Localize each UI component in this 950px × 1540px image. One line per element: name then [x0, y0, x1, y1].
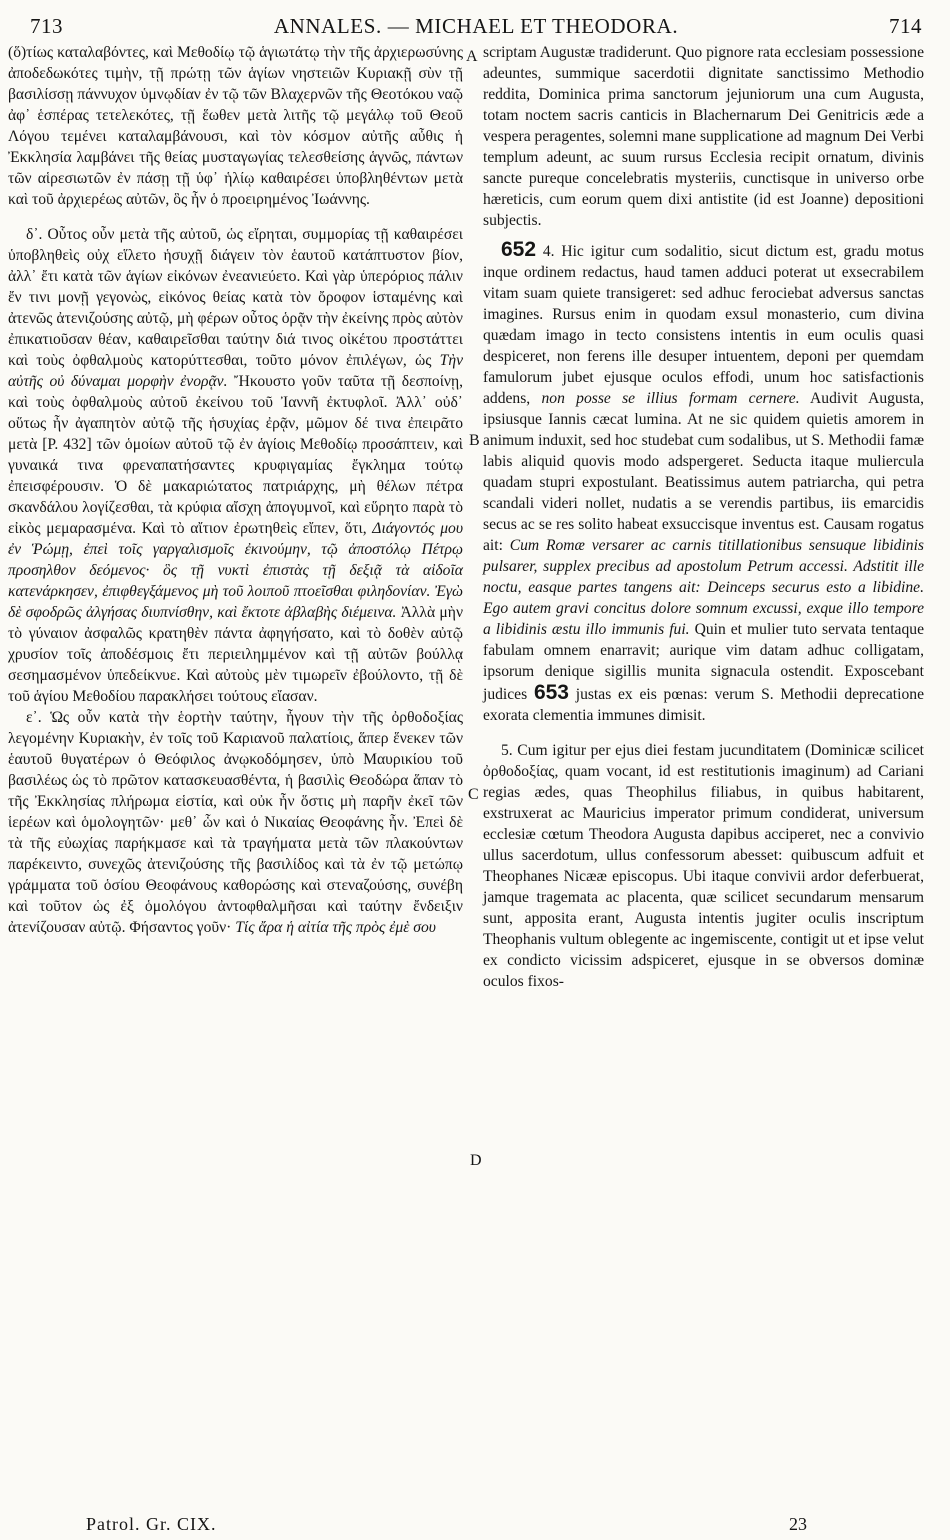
running-header	[30, 8, 922, 42]
latin-italic-quote: Cum Romæ versarer ac carnis titillationibus sensuque libidinis pulsarer, supplex precibus ad apostolum Petrum accessi. Adstitit ille noctu, easque partes tangens ait: Deinceps securus esto a libidine. Ego autem gravi concitus dolore somnum excussi, exque illo tempore a libidinis æstu illo immunis fui.	[483, 537, 924, 638]
greek-paragraph-2	[8, 224, 463, 707]
greek-italic-quote: Διάγοντός μου ἐν Ῥώμῃ, ἐπεὶ τοῖς γαργαλισμοῖς ἐκινούμην, τῷ ἀποστόλῳ Πέτρῳ προσηλθον δεόμενος· ὃς τῇ νυκτὶ ἐπιστὰς τῇ δεξιᾷ τὰ αἰδοῖα κατενάρκησεν, ἐπιφθεγξάμενος μὴ τοῦ λοιποῦ πτοεῖσθαι φιληδονίαν. Ἐγὼ δὲ σφοδρῶς ἀλγήσας διυπνίσθην, καὶ ἔκτοτε ἀβλαβὴς διέμεινα.	[8, 520, 463, 621]
greek-paragraph-1	[8, 42, 463, 210]
latin-text: Audivit Augusta, ipsiusque Iannis cæcat lumina. At ne sic quidem quietis amorem in animum induxit, sed hoc studebat cum sodalibus, ut S. Methodii famæ labis aliquid quovis modo adspergeret. Seducta itaque muliercula quadam stupri expostulant. Beatissimus autem patriarcha, qui petra scandali videri nollet, nudatis a se verendis partibus, iis emarcidis secus ac se res solito habeat exsuccisque inventus est. Causam rogatus ait:	[483, 390, 924, 554]
footer-signature: 23	[789, 1514, 807, 1534]
margin-marker-d: D	[470, 1152, 482, 1169]
latin-column	[483, 42, 924, 1490]
latin-paragraph-2	[483, 239, 924, 726]
latin-text: 5. Cum igitur per ejus diei festam jucunditatem (Dominicæ scilicet ὀρθοδοξίας, quam vocant, id est restitutionis imaginum) ad Cariani regias ædes, quas Theophilus filiabus, in quibus habitarent, exstruxerat ac Mauricius imperator primum condiderat, universum ecclesiæ cœtum Theodora Augusta dapibus acciperet, nec a convivio ullus sacerdotum, ullus confessorum abesset: quibuscum adfuit et Theophanes Nicææ episcopus. Ubi itaque convivii ardor deferbuerat, jamque tragemata ac placenta, quæ scilicet secundarum mensarum sunt, apposita erant, Augusta intentis jugiter oculis inscriptum Theophanis vultum oblegente ac ingemiscente, contigit ut et ipse velut ex condicto vicissim adspiceret, ejusque in se obversos dominæ oculos fixos-	[483, 742, 924, 990]
latin-text: 4. Hic igitur cum sodalitio, sicut dictum est, gradu motus inque ordinem redactus, haud tamen adduci poterat ut exsecrabilem vitam suam quiete transigeret: sed adhuc ferociebat adversus sanctas imagines. Rursus enim in quodam exsul monasterio, cum divina quædam imago in tecto consistens intentis in eum oculis quasi despiceret, non ferens ille desuper intuentem, deponi per quemdam famulorum jubet ejusque oculos effodi, unum hoc satisfactionis addens,	[483, 243, 924, 407]
greek-paragraph-3	[8, 707, 463, 938]
greek-column	[8, 42, 463, 1490]
page-number-right: 714	[889, 14, 922, 38]
greek-text: (ὅ)τίως καταλαβόντες, καὶ Μεθοδίῳ τῷ ἁγιωτάτῳ τὴν τῆς ἀρχιερωσύνης ἀποδεδωκότες τιμὴν, τῇ πρώτῃ τῶν ἁγίων νηστειῶν Κυριακῇ σὺν τῇ βασιλίσσῃ πάννυχον ὑμνῳδίαν ἐν τῷ τῶν Βλαχερνῶν τῆς Θεοτόκου ναῷ ἀφ᾽ ἑσπέρας τετελεκότες, τῇ ἕωθεν μετὰ λιτῆς τῷ μεγάλῳ τοῦ Θεοῦ Λόγου τεμένει καταλαμβάνουσι, καὶ τὸν κόσμον αὐτῆς αὖθις ἡ Ἐκκλησία λαμβάνει τῆς θείας μυσταγωγίας τελεσθείσης ἁγνῶς, πάντων τῶν αἱρεσιωτῶν ἐν πάσῃ τῇ ὑφ᾽ ἡλίῳ καθαιρέσει ὑποβληθέντων μετὰ καὶ τοῦ ἀρχιερέως αὐτῶν, ὃς ἦν ὁ προειρημένος Ἰωάννης.	[8, 44, 463, 208]
greek-text: ε᾽. Ὡς οὖν κατὰ τὴν ἑορτὴν ταύτην, ἦγουν τὴν τῆς ὀρθοδοξίας λεγομένην Κυριακὴν, ἐν τοῖς τοῦ Καριανοῦ παλατίοις, ἅπερ ἕνεκεν τῶν ἑαυτοῦ θυγατέρων ὁ Θεόφιλος ἀνῳκοδόμησεν, ὑπὸ Μαυρικίου τοῦ βασιλέως ὡς τὸ πρῶτον κατασκευασθέντα, ἡ βασιλὶς Θεοδώρα ἅπαν τὸ τῆς Ἐκκλησίας πλήρωμα εἱστία, καὶ οὐκ ἦν ὅστις μὴ παρῆν ἐκεῖ τῶν ἱερέων καὶ ὁμολογητῶν· μεθ᾽ ὧν καὶ ὁ Νικαίας Θεοφάνης ἦν. Ἐπεὶ δὲ τὰ τῆς εὐωχίας παρήκμασε καὶ τὰ τραγήματα μετὰ τῶν πλακούντων παρέκειντο, συνεχῶς ἀτενιζούσης τῆς βασιλίδος καὶ τὰ ἐν τῷ μετώπῳ γράμματα τοῦ ὁσίου Θεοφάνους καθορώσης καὶ στεναζούσης, συνέβη καὶ τοῦτον ὡς ἐξ ὁμολόγου ἀντοφθαλμῆσαι καὶ ταύτην ἔνδειξιν ἀτενίζουσαν αὐτῷ. Φήσαντος γοῦν·	[8, 709, 463, 936]
greek-italic-quote: Τίς ἄρα ἡ αἰτία τῆς πρὸς ἐμὲ σου	[235, 919, 436, 936]
margin-marker-a: A	[466, 48, 478, 65]
page-number-left: 713	[30, 14, 63, 38]
latin-paragraph-3	[483, 740, 924, 992]
margin-marker-c: C	[468, 786, 479, 803]
latin-italic-quote: non posse se illius formam cernere.	[541, 390, 800, 407]
greek-text: δ᾽. Οὗτος οὖν μετὰ τῆς αὐτοῦ, ὡς εἴρηται, συμμορίας τῇ καθαιρέσει ὑποβληθεὶς οὐχ εἵλετο ἡσυχῇ διάγειν τὸν ἑαυτοῦ κατάπτυστον βίον, ἀλλ᾽ ἔτι κατὰ τῶν ἁγίων εἰκόνων ἐνεανιεύετο. Καὶ γὰρ ὑπερόριος πάλιν ἔν τινι μονῇ γεγονὼς, εἰκόνος θείας κατὰ τὸν ὄροφον ἱσταμένης καὶ ἀτενῶς ἀτενιζούσης αὐτῷ, μὴ φέρων οὗτος ὁρᾷν τὴν ἐκείνης πρὸς αὐτὸν ἐπικατιοῦσαν θέαν, καθαιρεῖσθαι ταύτην διά τινος οἰκέτου προστάττει καὶ τοὺς ὀφθαλμοὺς κατορύττεσθαι, τοῦτο μόνον ἐπιλέγων, ὡς	[8, 226, 463, 369]
latin-text: justas ex eis pœnas: verum S. Methodii deprecatione exorata clementia immunes dimisit.	[483, 686, 924, 724]
greek-text: Ἤκουστο γοῦν ταῦτα τῇ δεσποίνῃ, καὶ τοὺς ὀφθαλμοὺς αὐτοῦ ἐκείνου τοῦ Ἰαννῆ ἐκτυφλοῖ. Ἀλλ᾽ οὐδ᾽ οὕτως ἦν ἀγαπητὸν αὐτῷ τῆς ἡσυχίας ἐρᾷν, μῶμον δέ τινα ἐπειρᾶτο μετὰ [P. 432] τῶν ὁμοίων αὐτοῦ τῷ ἐν ἁγίοις Μεθοδίῳ προσάπτειν, καὶ γυναικά τινα φρεναπατήσαντες κρυφιγαμίας ἔγκλημα τούτῳ ἐπεισφέρουσιν. Ὁ δὲ μακαριώτατος πατριάρχης, μὴ θέλων πέτρα σκανδάλου λογίζεσθαι, τὰ κρύφια αἴσχη ἀπογυμνοῖ, καὶ εὕρητο παρὰ τὸ εἰκὸς μεμαρασμένα. Καὶ τὸ αἴτιον ἐρωτηθεὶς εἴπεν, ὅτι,	[8, 373, 464, 537]
running-title: ANNALES. — MICHAEL ET THEODORA.	[273, 14, 679, 38]
margin-marker-b: B	[469, 432, 480, 449]
greek-italic-quote: Τὴν αὐτῆς οὐ δύναμαι μορφὴν ἐνορᾷν.	[8, 352, 463, 390]
latin-paragraph-1	[483, 42, 924, 231]
latin-text: scriptam Augustæ tradiderunt. Quo pignore rata ecclesiam possessione adeuntes, summique sacerdotii dignitate sanctissimo Methodio reddita, Dominica prima sanctorum jejuniorum una cum Augusta, totam noctem sacris canticis in Blachernarum Dei Genitricis æde a vespera peragentes, solemni mane supplicatione ad magnum Dei Verbi templum adeunt, ac suum rursus Ecclesia recipit ornatum, divinis sancte pureque concelebratis mysteriis, cunctisque in universo orbe hæreticis, cum eorum quem dixi antistite (id est Joanne) depositioni subjectis.	[483, 44, 924, 229]
greek-text: Ἀλλὰ μὴν τὸ γύναιον ἀσφαλῶς κρατηθὲν πάντα ἀφηγήσατο, καὶ τὸ δοθὲν αὐτῷ χρυσίον τοῖς ἀποδέσμοις ἔτι περιειλημμένον καὶ τῇ αὐτῶν βούλλᾳ σεσημασμένον ὑπεδείκνυε. Καὶ αὐτοὺς μὲν τιμωρεῖν ἐβούλοντο, τῇ δὲ τοῦ ἁγίου Μεθοδίου παρακλήσει τούτους εἴασαν.	[8, 604, 464, 705]
column-number: 653	[533, 681, 569, 704]
latin-text: Quin et mulier tuto servata tentaque fabulam omnem enarravit; aurique vim datam adhuc colligatam, ipsorum denique sigillis munita signacula ostendit. Exposcebant judices	[483, 621, 924, 703]
column-number: 652	[501, 238, 537, 261]
footer-volume: Patrol. Gr. CIX.	[86, 1514, 217, 1534]
